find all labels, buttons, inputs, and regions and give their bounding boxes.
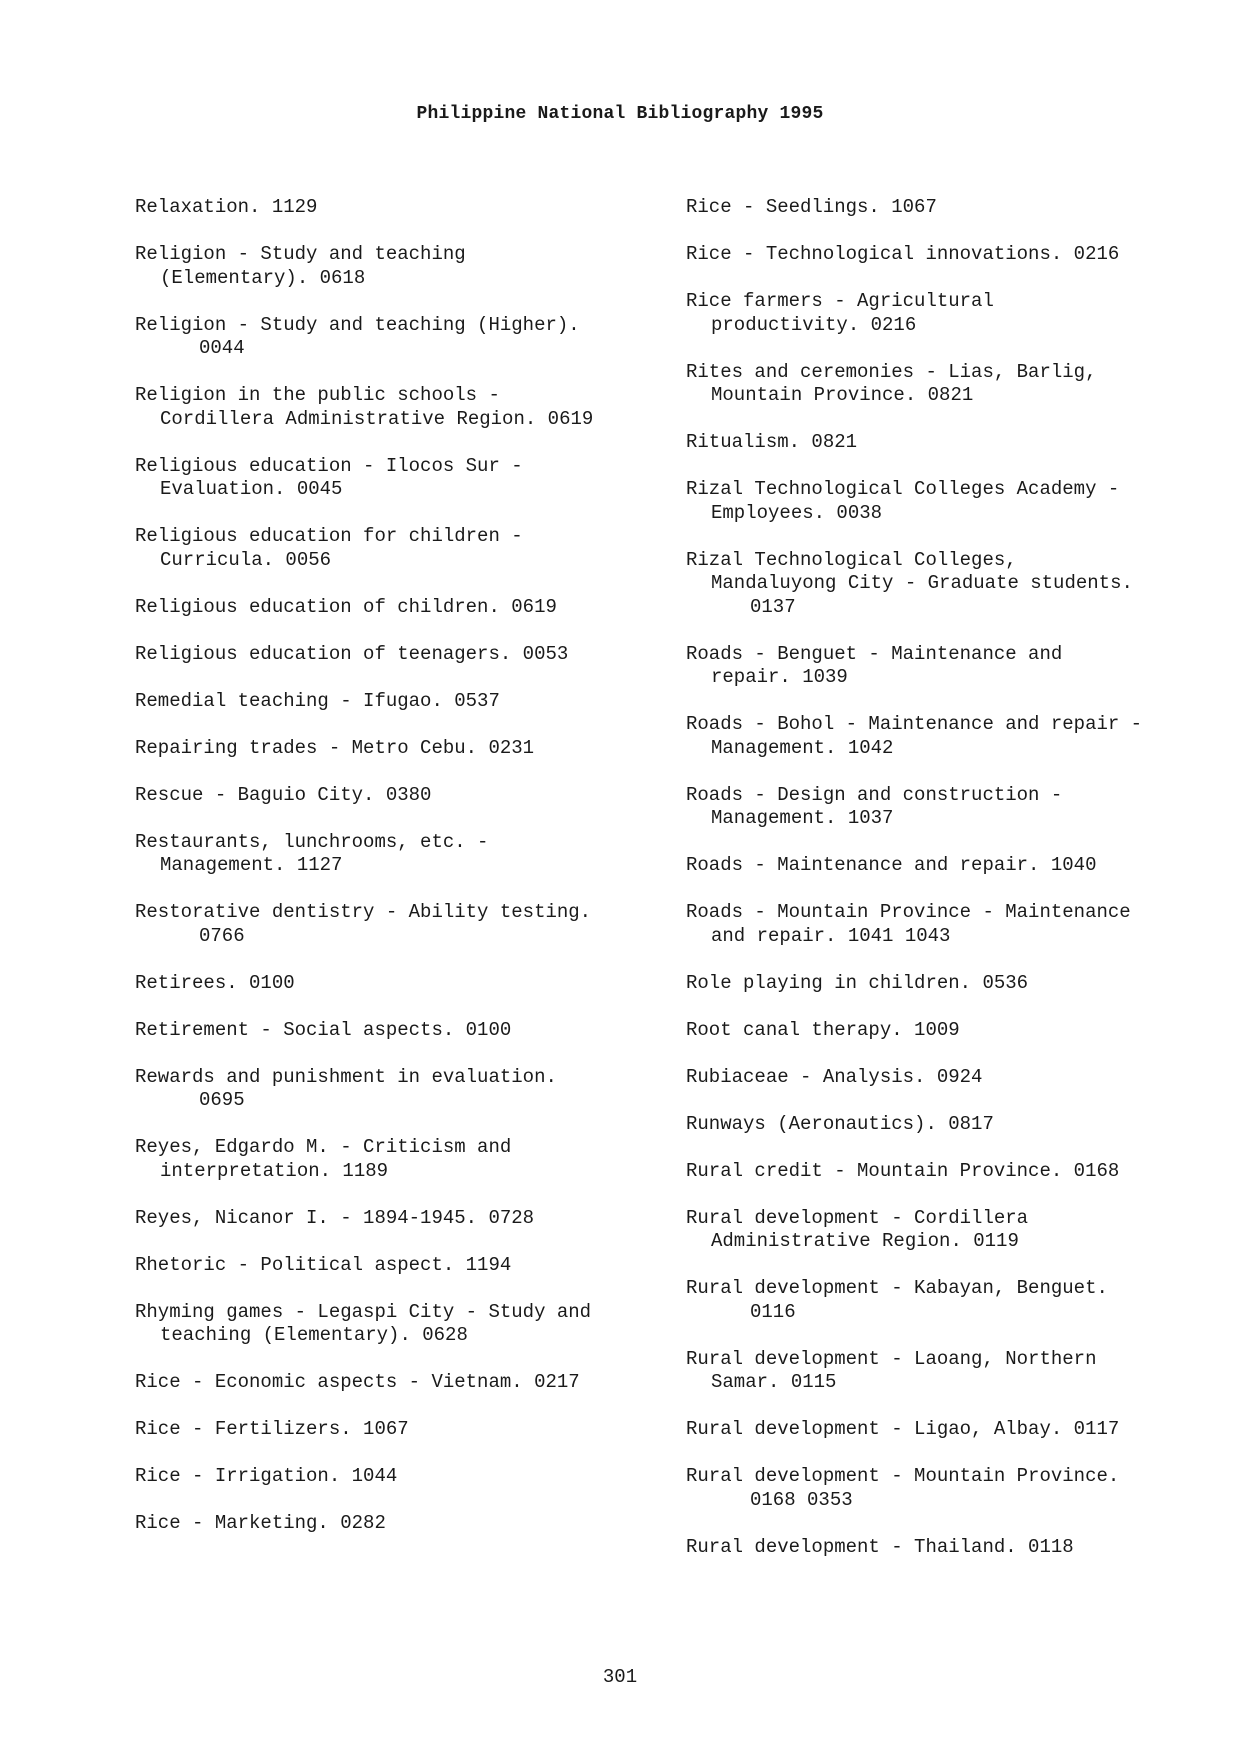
index-entry xyxy=(686,1348,1206,1395)
index-entry-continuation: and repair. 1041 1043 xyxy=(711,924,951,947)
index-entry-heading: Root canal therapy. 1009 xyxy=(686,1018,960,1041)
index-entry-heading: Rice - Irrigation. 1044 xyxy=(135,1465,398,1487)
index-entry xyxy=(135,1512,680,1536)
index-entry-heading: Rice - Marketing. 0282 xyxy=(135,1512,386,1534)
index-entry-continuation: 0695 xyxy=(199,1089,245,1111)
index-entry xyxy=(135,690,680,714)
index-entry-heading: Religious education for children - xyxy=(135,525,523,547)
index-entry xyxy=(135,525,680,572)
index-entry xyxy=(135,1136,680,1183)
index-entry-heading: Runways (Aeronautics). 0817 xyxy=(686,1112,994,1135)
index-entry-heading: Religious education of children. 0619 xyxy=(135,595,557,618)
index-entry xyxy=(686,243,1206,267)
index-entry-heading: Religious education of teenagers. 0053 xyxy=(135,642,569,665)
index-entry-heading: Retirement - Social aspects. 0100 xyxy=(135,1018,512,1041)
index-entry-heading: Rewards and punishment in evaluation. xyxy=(135,1065,557,1088)
index-entry-heading: Rizal Technological Colleges Academy - xyxy=(686,478,1120,500)
index-entry-heading: Rice - Technological innovations. 0216 xyxy=(686,243,1120,265)
index-entry-heading: Repairing trades - Metro Cebu. 0231 xyxy=(135,736,535,759)
index-entry-continuation: repair. 1039 xyxy=(711,666,848,688)
index-entry-heading: Rural development - Thailand. 0118 xyxy=(686,1535,1074,1558)
index-entry xyxy=(135,243,680,290)
index-entry xyxy=(135,831,680,878)
index-entry-continuation: Mandaluyong City - Graduate students. xyxy=(711,572,1133,594)
index-entry-heading: Rural development - Kabayan, Benguet. xyxy=(686,1277,1108,1299)
index-entry xyxy=(686,1277,1206,1324)
index-entry-heading: Rice - Economic aspects - Vietnam. 0217 xyxy=(135,1371,580,1393)
index-entry xyxy=(135,643,680,667)
index-entry xyxy=(135,1254,680,1278)
index-entry-heading: Rice - Seedlings. 1067 xyxy=(686,196,937,218)
index-entry-heading: Rhetoric - Political aspect. 1194 xyxy=(135,1253,512,1276)
page-title: Philippine National Bibliography 1995 xyxy=(416,104,824,124)
index-entry-heading: Restorative dentistry - Ability testing. xyxy=(135,901,592,923)
index-entry-continuation: Mountain Province. 0821 xyxy=(711,384,974,406)
index-entry-heading: Rhyming games - Legaspi City - Study and xyxy=(135,1300,592,1323)
index-entry xyxy=(686,901,1206,948)
index-entry-heading: Retirees. 0100 xyxy=(135,971,295,994)
index-entry xyxy=(135,196,680,220)
index-entry-heading: Roads - Design and construction - xyxy=(686,783,1063,806)
index-entry-continuation: Curricula. 0056 xyxy=(160,548,332,571)
index-entry-continuation: Administrative Region. 0119 xyxy=(711,1230,1019,1252)
index-entry-heading: Reyes, Edgardo M. - Criticism and xyxy=(135,1136,512,1158)
index-entry-continuation: 0168 0353 xyxy=(750,1488,853,1511)
index-entry xyxy=(686,972,1206,996)
index-entry xyxy=(686,1207,1206,1254)
index-entry xyxy=(135,1066,680,1113)
index-entry-heading: Religion - Study and teaching (Higher). xyxy=(135,313,580,336)
index-entry-heading: Rizal Technological Colleges, xyxy=(686,548,1017,571)
index-entry xyxy=(135,1019,680,1043)
index-entry xyxy=(135,1371,680,1395)
index-entry xyxy=(686,478,1206,525)
index-entry xyxy=(135,596,680,620)
index-entry-heading: Rural development - Cordillera xyxy=(686,1206,1029,1229)
index-entry-heading: Roads - Benguet - Maintenance and xyxy=(686,642,1063,665)
index-entry-heading: Restaurants, lunchrooms, etc. - xyxy=(135,830,489,853)
index-entry xyxy=(686,431,1206,455)
index-entry xyxy=(135,972,680,996)
index-entry-continuation: Management. 1037 xyxy=(711,807,894,829)
index-entry-heading: Rural development - Ligao, Albay. 0117 xyxy=(686,1418,1120,1440)
index-entry-continuation: Samar. 0115 xyxy=(711,1371,837,1393)
index-entry-heading: Roads - Mountain Province - Maintenance xyxy=(686,901,1131,923)
index-entry xyxy=(135,384,680,431)
index-entry-continuation: 0766 xyxy=(199,924,245,947)
index-entry xyxy=(686,854,1206,878)
index-entry-continuation: (Elementary). 0618 xyxy=(160,266,366,289)
index-entry xyxy=(135,1418,680,1442)
index-entry-heading: Reyes, Nicanor I. - 1894-1945. 0728 xyxy=(135,1206,535,1229)
index-column-left xyxy=(135,196,680,1559)
index-entry-heading: Rites and ceremonies - Lias, Barlig, xyxy=(686,360,1097,383)
index-entry-heading: Rescue - Baguio City. 0380 xyxy=(135,783,432,806)
index-entry-continuation: 0044 xyxy=(199,337,245,359)
index-entry-continuation: Management. 1042 xyxy=(711,736,894,759)
index-entry xyxy=(686,1066,1206,1090)
index-entry xyxy=(686,713,1206,760)
index-entry-continuation: teaching (Elementary). 0628 xyxy=(160,1324,468,1346)
index-entry xyxy=(135,784,680,808)
index-entry xyxy=(135,455,680,502)
index-entry xyxy=(135,1207,680,1231)
index-entry-heading: Relaxation. 1129 xyxy=(135,196,318,218)
index-entry xyxy=(686,1418,1206,1442)
index-entry-heading: Religion - Study and teaching xyxy=(135,243,466,265)
index-entry xyxy=(686,1019,1206,1043)
index-entry-heading: Rice - Fertilizers. 1067 xyxy=(135,1418,409,1440)
index-entry-heading: Roads - Maintenance and repair. 1040 xyxy=(686,854,1097,876)
index-entry-continuation: interpretation. 1189 xyxy=(160,1159,389,1182)
index-entry xyxy=(686,1536,1206,1560)
index-entry-heading: Ritualism. 0821 xyxy=(686,431,858,453)
index-entry-heading: Role playing in children. 0536 xyxy=(686,971,1029,994)
index-entry-continuation: 0137 xyxy=(750,595,796,618)
index-entry xyxy=(686,784,1206,831)
index-entry-heading: Rubiaceae - Analysis. 0924 xyxy=(686,1065,983,1088)
index-entry-heading: Rural credit - Mountain Province. 0168 xyxy=(686,1159,1120,1182)
index-entry xyxy=(686,1160,1206,1184)
index-entry xyxy=(686,290,1206,337)
index-entry xyxy=(686,643,1206,690)
index-entry-heading: Remedial teaching - Ifugao. 0537 xyxy=(135,689,500,712)
index-entry-continuation: productivity. 0216 xyxy=(711,313,917,336)
index-entry-continuation: Evaluation. 0045 xyxy=(160,478,343,500)
index-entry xyxy=(686,1113,1206,1137)
index-entry xyxy=(686,549,1206,620)
index-entry-continuation: Management. 1127 xyxy=(160,854,343,876)
index-entry-continuation: 0116 xyxy=(750,1300,796,1323)
index-entry xyxy=(686,361,1206,408)
index-entry-continuation: Cordillera Administrative Region. 0619 xyxy=(160,407,594,430)
index-entry-heading: Religious education - Ilocos Sur - xyxy=(135,454,523,477)
page-number: 301 xyxy=(602,1666,638,1688)
index-entry xyxy=(135,901,680,948)
index-entry-heading: Rural development - Mountain Province. xyxy=(686,1465,1120,1487)
index-entry-heading: Rice farmers - Agricultural xyxy=(686,290,994,312)
index-entry xyxy=(686,1465,1206,1512)
index-entry xyxy=(135,314,680,361)
index-entry-heading: Religion in the public schools - xyxy=(135,384,500,406)
index-column-right xyxy=(686,196,1206,1583)
index-entry-heading: Roads - Bohol - Maintenance and repair - xyxy=(686,713,1143,735)
index-entry-continuation: Employees. 0038 xyxy=(711,501,883,524)
index-entry xyxy=(135,1465,680,1489)
index-entry xyxy=(135,737,680,761)
index-entry xyxy=(686,196,1206,220)
index-entry-heading: Rural development - Laoang, Northern xyxy=(686,1347,1097,1370)
index-entry xyxy=(135,1301,680,1348)
